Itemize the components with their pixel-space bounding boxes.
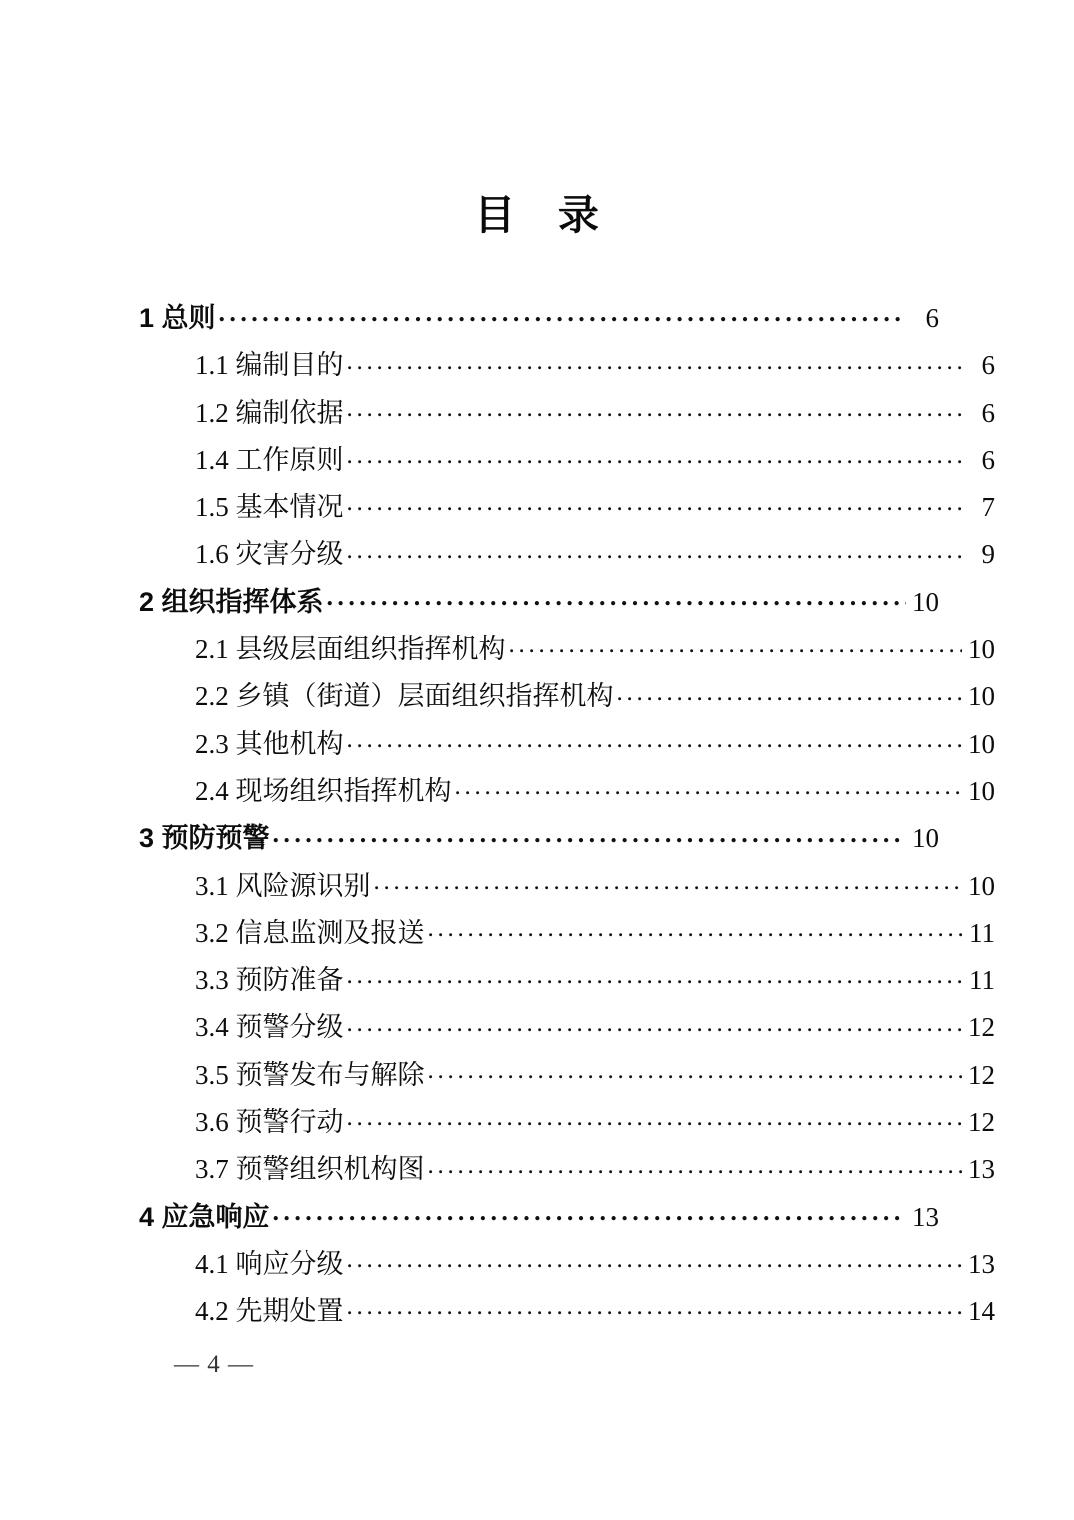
toc-entry-label: 3 预防预警 xyxy=(139,823,270,854)
table-of-contents xyxy=(139,296,995,1337)
toc-dot-leader xyxy=(455,773,963,800)
toc-entry-page-number: 13 xyxy=(968,1248,995,1279)
toc-entry-page-number: 10 xyxy=(912,823,939,854)
toc-entry-page-number: 10 xyxy=(968,634,995,665)
toc-dot-leader xyxy=(347,1293,963,1320)
toc-entry-label: 1.4 工作原则 xyxy=(195,444,344,475)
toc-entry[interactable] xyxy=(195,1289,995,1336)
toc-dot-leader xyxy=(347,536,963,563)
toc-entry-page-number: 12 xyxy=(968,1107,995,1138)
toc-entry-label: 3.2 信息监测及报送 xyxy=(195,917,425,948)
toc-dot-leader xyxy=(347,489,963,516)
toc-entry-label: 3.5 预警发布与解除 xyxy=(195,1059,425,1090)
toc-dot-leader xyxy=(273,1199,906,1226)
toc-dot-leader xyxy=(347,442,963,469)
toc-entry[interactable] xyxy=(195,958,995,1005)
toc-dot-leader xyxy=(347,1104,963,1131)
toc-entry-page-number: 10 xyxy=(968,728,995,759)
toc-entry[interactable] xyxy=(195,1242,995,1289)
toc-entry-page-number: 6 xyxy=(981,350,995,381)
toc-entry[interactable] xyxy=(195,485,995,532)
toc-entry-label: 1.1 编制目的 xyxy=(195,350,344,381)
toc-entry-page-number: 9 xyxy=(981,539,995,570)
toc-dot-leader xyxy=(219,300,906,327)
toc-entry[interactable] xyxy=(139,580,939,627)
toc-entry[interactable] xyxy=(139,816,939,863)
toc-entry-label: 2 组织指挥体系 xyxy=(139,586,324,617)
toc-entry-label: 3.1 风险源识别 xyxy=(195,870,371,901)
toc-entry-label: 4.2 先期处置 xyxy=(195,1296,344,1327)
toc-entry[interactable] xyxy=(195,911,995,958)
toc-entry-label: 3.7 预警组织机构图 xyxy=(195,1154,425,1185)
toc-entry-page-number: 12 xyxy=(968,1059,995,1090)
toc-entry[interactable] xyxy=(195,1005,995,1052)
toc-dot-leader xyxy=(327,584,906,611)
toc-dot-leader xyxy=(347,962,966,989)
toc-entry-label: 1.6 灾害分级 xyxy=(195,539,344,570)
toc-entry-label: 2.1 县级层面组织指挥机构 xyxy=(195,634,506,665)
toc-entry[interactable] xyxy=(139,296,939,343)
toc-entry[interactable] xyxy=(195,343,995,390)
page-number-footer: — 4 — xyxy=(174,1351,254,1378)
toc-entry-page-number: 7 xyxy=(981,492,995,523)
toc-entry[interactable] xyxy=(139,1195,939,1242)
toc-dot-leader xyxy=(347,347,963,374)
toc-entry[interactable] xyxy=(195,391,995,438)
toc-entry-label: 4.1 响应分级 xyxy=(195,1248,344,1279)
toc-dot-leader xyxy=(428,915,966,942)
page-title: 目 录 xyxy=(474,192,600,238)
toc-entry-page-number: 10 xyxy=(912,586,939,617)
toc-entry[interactable] xyxy=(195,1053,995,1100)
toc-entry-page-number: 10 xyxy=(968,681,995,712)
toc-entry-label: 1.2 编制依据 xyxy=(195,397,344,428)
toc-entry-page-number: 6 xyxy=(981,444,995,475)
toc-entry[interactable] xyxy=(195,627,995,674)
toc-entry[interactable] xyxy=(195,722,995,769)
toc-entry[interactable] xyxy=(195,864,995,911)
toc-dot-leader xyxy=(347,1246,963,1273)
toc-entry[interactable] xyxy=(195,674,995,721)
toc-entry-label: 3.6 预警行动 xyxy=(195,1107,344,1138)
toc-entry-label: 4 应急响应 xyxy=(139,1201,270,1232)
toc-entry-page-number: 13 xyxy=(968,1154,995,1185)
toc-entry[interactable] xyxy=(195,532,995,579)
toc-dot-leader xyxy=(374,868,963,895)
toc-entry[interactable] xyxy=(195,1100,995,1147)
toc-dot-leader xyxy=(428,1057,963,1084)
toc-entry-label: 2.2 乡镇（街道）层面组织指挥机构 xyxy=(195,681,614,712)
toc-entry[interactable] xyxy=(195,769,995,816)
toc-entry[interactable] xyxy=(195,438,995,485)
toc-entry-label: 1 总则 xyxy=(139,303,216,333)
toc-entry-page-number: 10 xyxy=(968,775,995,806)
toc-entry-label: 2.4 现场组织指挥机构 xyxy=(195,775,452,806)
toc-dot-leader xyxy=(347,1009,963,1036)
toc-entry-label: 2.3 其他机构 xyxy=(195,728,344,759)
toc-dot-leader xyxy=(347,726,963,753)
toc-entry-label: 3.4 预警分级 xyxy=(195,1012,344,1043)
toc-dot-leader xyxy=(509,631,963,658)
toc-entry-page-number: 10 xyxy=(968,870,995,901)
toc-dot-leader xyxy=(428,1151,963,1178)
toc-entry-page-number: 13 xyxy=(912,1201,939,1232)
toc-entry-page-number: 6 xyxy=(925,303,939,333)
toc-dot-leader xyxy=(617,678,966,705)
toc-entry-page-number: 12 xyxy=(968,1012,995,1043)
toc-dot-leader xyxy=(347,395,963,422)
toc-entry-page-number: 6 xyxy=(981,397,995,428)
toc-entry-page-number: 11 xyxy=(969,917,995,948)
toc-dot-leader xyxy=(273,820,906,847)
toc-entry-page-number: 11 xyxy=(969,965,995,996)
toc-entry[interactable] xyxy=(195,1147,995,1194)
toc-entry-label: 1.5 基本情况 xyxy=(195,492,344,523)
toc-entry-label: 3.3 预防准备 xyxy=(195,965,344,996)
toc-entry-page-number: 14 xyxy=(968,1296,995,1327)
